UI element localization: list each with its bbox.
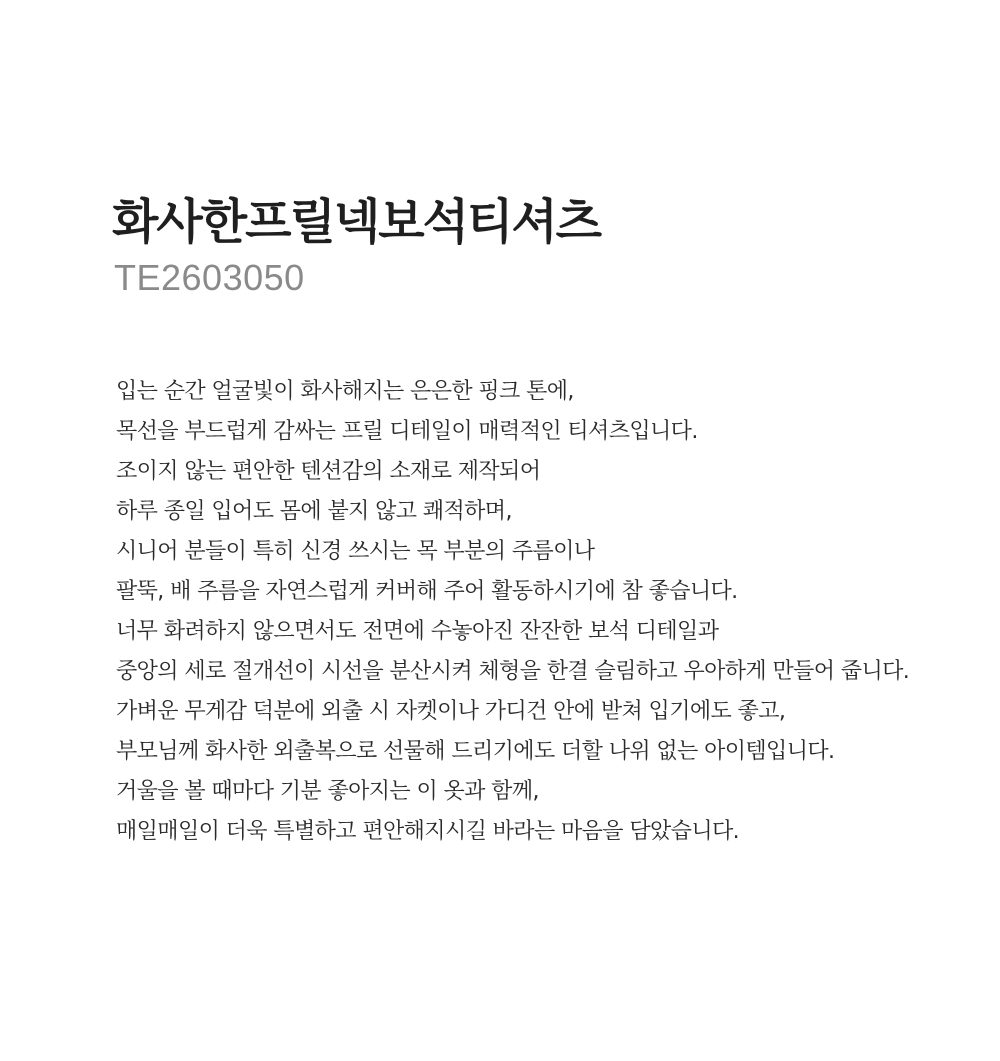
description-line: 거울을 볼 때마다 기분 좋아지는 이 옷과 함께, xyxy=(116,779,539,804)
description-line: 팔뚝, 배 주름을 자연스럽게 커버해 주어 활동하시기에 참 좋습니다. xyxy=(116,579,738,604)
description-line: 매일매일이 더욱 특별하고 편안해지시길 바라는 마음을 담았습니다. xyxy=(116,819,740,844)
description-line: 입는 순간 얼굴빛이 화사해지는 은은한 핑크 톤에, xyxy=(116,379,574,404)
product-title: 화사한프릴넥보석티셔츠 xyxy=(112,194,601,250)
product-header xyxy=(112,190,600,298)
product-code: TE2603050 xyxy=(114,257,305,298)
description-line: 중앙의 세로 절개선이 시선을 분산시켜 체형을 한결 슬림하고 우아하게 만들어 줍니다. xyxy=(116,659,910,684)
description-line: 하루 종일 입어도 몸에 붙지 않고 쾌적하며, xyxy=(116,499,512,524)
description-line: 너무 화려하지 않으면서도 전면에 수놓아진 잔잔한 보석 디테일과 xyxy=(116,619,719,644)
description-line: 부모님께 화사한 외출복으로 선물해 드리기에도 더할 나위 없는 아이템입니다. xyxy=(116,739,835,764)
description-line: 목선을 부드럽게 감싸는 프릴 디테일이 매력적인 티셔츠입니다. xyxy=(116,419,698,444)
description-line: 가벼운 무게감 덕분에 외출 시 자켓이나 가디건 안에 받쳐 입기에도 좋고, xyxy=(116,699,786,724)
product-description xyxy=(116,372,986,852)
description-line: 시니어 분들이 특히 신경 쓰시는 목 부분의 주름이나 xyxy=(116,539,595,564)
description-line: 조이지 않는 편안한 텐션감의 소재로 제작되어 xyxy=(116,459,541,484)
